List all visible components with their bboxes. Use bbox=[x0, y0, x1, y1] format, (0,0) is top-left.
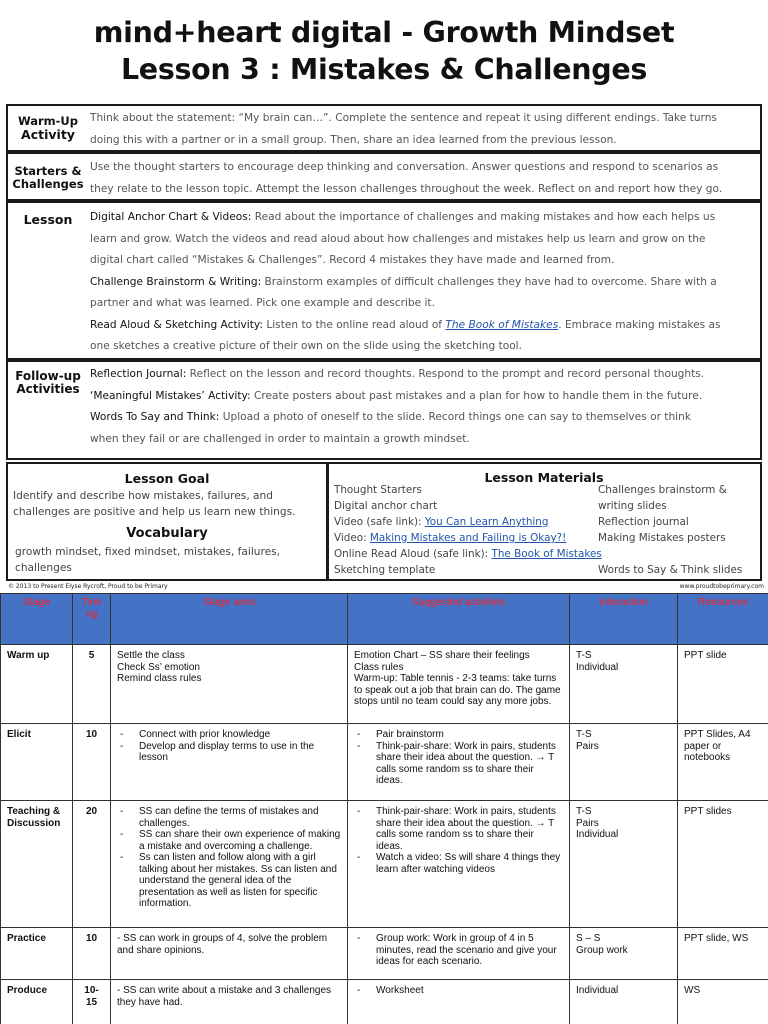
brainstorm-text-1: Brainstorm examples of difficult challenges they have had to overcome. Share with a bbox=[264, 275, 717, 288]
starters-section bbox=[6, 152, 762, 201]
page-title-line-1: mind+heart digital - Growth Mindset bbox=[93, 16, 675, 49]
warmup-line-2: doing this with a partner or in a small group. Then, share an idea learned from the previous lesson. bbox=[90, 133, 617, 146]
cell-line: Class rules bbox=[354, 661, 404, 673]
resources-cell: WS bbox=[678, 980, 768, 1024]
lesson-goal-text bbox=[13, 488, 323, 520]
material-item: Thought Starters bbox=[334, 484, 422, 496]
cell-line: Emotion Chart – SS share their feelings bbox=[354, 650, 530, 661]
cell-line: S – S bbox=[576, 933, 601, 944]
brainstorm-heading: Challenge Brainstorm & Writing: bbox=[90, 275, 262, 288]
cell-line: T-S bbox=[576, 729, 592, 740]
lesson-materials-heading: Lesson Materials bbox=[484, 470, 604, 485]
material-link[interactable]: Making Mistakes and Failing is Okay?! bbox=[369, 532, 567, 544]
timing-cell: 5 bbox=[73, 645, 111, 724]
cell-line: Individual bbox=[576, 661, 619, 673]
stage-cell: Practice bbox=[1, 928, 73, 980]
stage-cell: Elicit bbox=[1, 724, 73, 801]
stage-aims-cell bbox=[111, 980, 348, 1024]
header-interaction: Interaction bbox=[570, 594, 678, 645]
vocabulary-line-2: challenges bbox=[15, 562, 72, 574]
anchor-line-3: digital chart called “Mistakes & Challenges”. Record 4 mistakes they have made and learned from. bbox=[90, 254, 615, 266]
readaloud-line-2: one sketches a creative picture of their own on the slide using the sketching tool. bbox=[90, 340, 522, 352]
lesson-goal-line-2: challenges are positive and help us learn new things. bbox=[13, 506, 296, 518]
lesson-goal-line-1: Identify and describe how mistakes, failures, and bbox=[13, 490, 273, 502]
resources-cell: PPT slide bbox=[678, 645, 768, 724]
followup-label-line-2: Activities bbox=[16, 382, 80, 396]
cell-line: Warm-up: Table tennis - 2-3 teams: take turns to speak out a job that brain can do. The game stops until no team could say any more jobs. bbox=[354, 673, 561, 707]
anchor-heading: Digital Anchor Chart & Videos: bbox=[90, 211, 252, 223]
list-item: - SS can define the terms of mistakes and challenges. bbox=[117, 806, 341, 829]
warmup-label bbox=[12, 115, 84, 141]
table-row bbox=[1, 645, 768, 724]
suggested-activities-cell bbox=[348, 724, 570, 801]
header-timing bbox=[73, 594, 111, 645]
brainstorm-line-2: partner and what was learned. Pick one example and describe it. bbox=[90, 297, 435, 309]
posters-text-1: Create posters about past mistakes and a plan for how to handle them in the future. bbox=[253, 389, 703, 402]
activity-list bbox=[354, 933, 563, 968]
journal-line-1 bbox=[90, 364, 754, 386]
timing-cell: 10 bbox=[73, 724, 111, 801]
cell-line: Settle the class bbox=[117, 650, 185, 661]
resources-cell: PPT slide, WS bbox=[678, 928, 768, 980]
book-of-mistakes-link[interactable]: The Book of Mistakes bbox=[445, 318, 559, 331]
lesson-label: Lesson bbox=[23, 212, 73, 227]
lesson-section bbox=[6, 201, 762, 360]
journal-heading: Reflection Journal: bbox=[90, 368, 187, 380]
interaction-cell bbox=[570, 928, 678, 980]
starters-label bbox=[12, 165, 84, 191]
timing-cell: 10-15 bbox=[73, 980, 111, 1024]
readaloud-text-1b: . Embrace making mistakes as bbox=[558, 318, 721, 331]
starters-line-1: Use the thought starters to encourage deep thinking and conversation. Answer questions and respond to scenarios as bbox=[90, 161, 719, 173]
starters-label-line-2: Challenges bbox=[12, 177, 84, 191]
starters-line-2: they relate to the lesson topic. Attempt the lesson challenges throughout the week. Reflect on and report how they go. bbox=[90, 182, 723, 195]
followup-text bbox=[90, 364, 754, 450]
cell-line: T-S bbox=[576, 806, 592, 817]
stage-cell: Teaching & Discussion bbox=[1, 801, 73, 928]
lesson-goal-heading: Lesson Goal bbox=[124, 471, 210, 486]
cell-line: Individual bbox=[576, 985, 619, 996]
followup-section bbox=[6, 360, 762, 460]
interaction-cell bbox=[570, 645, 678, 724]
material-item[interactable] bbox=[334, 532, 566, 545]
brainstorm-line-1 bbox=[90, 272, 754, 294]
material-label: Video: bbox=[334, 532, 370, 544]
cell-line: - SS can work in groups of 4, solve the problem and share opinions. bbox=[117, 933, 328, 956]
list-item: - Ss can listen and follow along with a girl talking about her mistakes. Ss can listen and understand the general idea of the presentation as well as listen for specific information. bbox=[117, 852, 341, 910]
stage-cell: Produce bbox=[1, 980, 73, 1024]
words-heading: Words To Say and Think: bbox=[90, 411, 220, 423]
page-title bbox=[0, 14, 768, 88]
starters-text bbox=[90, 157, 754, 200]
goal-materials-divider bbox=[326, 464, 329, 580]
posters-heading: ‘Meaningful Mistakes’ Activity: bbox=[90, 389, 251, 402]
header-stage-aims: Stage aims bbox=[111, 594, 348, 645]
material-item: writing slides bbox=[598, 500, 667, 512]
readaloud-text-1a: Listen to the online read aloud of bbox=[266, 318, 443, 331]
lesson-plan-table bbox=[0, 593, 768, 1024]
list-item: - Think-pair-share: Work in pairs, students share their idea about the question. → T calls some random ss to share their ideas. bbox=[354, 741, 563, 787]
lesson-plan-table-container bbox=[0, 593, 768, 1024]
list-item: - Think-pair-share: Work in pairs, students share their idea about the question. → T calls some random ss to share their ideas. bbox=[354, 806, 563, 852]
material-item: Words to Say & Think slides bbox=[598, 564, 743, 576]
list-item: - Watch a video: Ss will share 4 things they learn after watching videos bbox=[354, 852, 563, 875]
suggested-activities-cell bbox=[348, 980, 570, 1024]
interaction-cell bbox=[570, 801, 678, 928]
material-link[interactable]: The Book of Mistakes bbox=[491, 548, 602, 560]
material-item: Reflection journal bbox=[598, 516, 689, 528]
words-text-1: Upload a photo of oneself to the slide. Record things one can say to themselves or think bbox=[222, 411, 691, 423]
interaction-cell bbox=[570, 980, 678, 1024]
header-resources: Resources bbox=[678, 594, 768, 645]
material-item[interactable] bbox=[334, 516, 548, 529]
list-item: - Worksheet bbox=[354, 985, 563, 997]
anchor-text-1: Read about the importance of challenges and making mistakes and how each helps us bbox=[254, 211, 716, 223]
activity-list bbox=[117, 729, 341, 764]
starters-label-line-1: Starters & bbox=[14, 164, 82, 178]
stage-aims-cell bbox=[111, 801, 348, 928]
table-header-row bbox=[1, 594, 768, 645]
suggested-activities-cell bbox=[348, 645, 570, 724]
resources-cell: PPT slides bbox=[678, 801, 768, 928]
list-item: - SS can share their own experience of making a mistake and overcoming a challenge. bbox=[117, 829, 341, 852]
table-row bbox=[1, 724, 768, 801]
list-item: - Connect with prior knowledge bbox=[117, 729, 341, 741]
readaloud-line-1 bbox=[90, 315, 754, 337]
warmup-section bbox=[6, 104, 762, 152]
posters-line-1 bbox=[90, 386, 754, 408]
vocabulary-line-1: growth mindset, fixed mindset, mistakes, failures, bbox=[15, 546, 281, 558]
timing-cell: 20 bbox=[73, 801, 111, 928]
lesson-text bbox=[90, 207, 754, 358]
suggested-activities-cell bbox=[348, 928, 570, 980]
lesson-plan-body bbox=[1, 645, 768, 1024]
readaloud-heading: Read Aloud & Sketching Activity: bbox=[90, 318, 263, 331]
followup-label-line-1: Follow-up bbox=[15, 369, 81, 383]
header-timing-line-2: ng bbox=[85, 608, 98, 620]
resources-cell: PPT Slides, A4 paper or notebooks bbox=[678, 724, 768, 801]
journal-text-1: Reflect on the lesson and record thoughts. Respond to the prompt and record personal thoughts. bbox=[189, 368, 705, 380]
list-item: - Pair brainstorm bbox=[354, 729, 563, 741]
footer-website[interactable]: www.proudtobeprimary.com bbox=[679, 583, 764, 590]
anchor-line-2: learn and grow. Watch the videos and read aloud about how challenges and mistakes help us learn and grow on the bbox=[90, 232, 706, 245]
cell-line: T-S bbox=[576, 650, 592, 661]
header-suggested-activities: Suggested activities bbox=[348, 594, 570, 645]
vocabulary-heading: Vocabulary bbox=[126, 526, 208, 541]
list-item: - Develop and display terms to use in the lesson bbox=[117, 741, 341, 764]
stage-aims-cell bbox=[111, 645, 348, 724]
activity-list bbox=[117, 806, 341, 910]
cell-line: Pairs bbox=[576, 740, 599, 752]
warmup-label-line-2: Activity bbox=[21, 127, 75, 142]
words-line-2: when they fail or are challenged in order to maintain a growth mindset. bbox=[90, 432, 470, 445]
header-timing-line-1: Timi bbox=[81, 596, 102, 608]
header-stage: Stage bbox=[1, 594, 73, 645]
activity-list bbox=[354, 985, 563, 997]
material-item: Making Mistakes posters bbox=[598, 532, 726, 544]
material-item[interactable] bbox=[334, 548, 602, 561]
page-title-line-2: Lesson 3 : Mistakes & Challenges bbox=[120, 53, 648, 86]
cell-line: Group work bbox=[576, 944, 628, 956]
material-item: Digital anchor chart bbox=[334, 500, 438, 512]
warmup-label-line-1: Warm-Up bbox=[17, 114, 79, 128]
table-row bbox=[1, 801, 768, 928]
footer-copyright: © 2013 to Present Elyse Rycroft, Proud to be Primary bbox=[8, 583, 168, 590]
activity-list bbox=[354, 806, 563, 875]
interaction-cell bbox=[570, 724, 678, 801]
cell-line: Individual bbox=[576, 829, 619, 840]
cell-line: Pairs bbox=[576, 817, 599, 829]
timing-cell: 10 bbox=[73, 928, 111, 980]
warmup-line-1: Think about the statement: “My brain can…”. Complete the sentence and repeat it using different endings. Take turns bbox=[90, 112, 717, 124]
list-item: - Group work: Work in group of 4 in 5 minutes, read the scenario and give your ideas for each scenario. bbox=[354, 933, 563, 968]
material-label: Online Read Aloud (safe link): bbox=[334, 548, 492, 560]
stage-aims-cell bbox=[111, 928, 348, 980]
table-row bbox=[1, 928, 768, 980]
material-item: Challenges brainstorm & bbox=[598, 484, 727, 496]
stage-aims-cell bbox=[111, 724, 348, 801]
activity-list bbox=[354, 729, 563, 787]
warmup-text bbox=[90, 108, 754, 151]
vocabulary-text bbox=[15, 544, 320, 576]
stage-cell: Warm up bbox=[1, 645, 73, 724]
words-line-1 bbox=[90, 407, 754, 429]
anchor-line-1 bbox=[90, 207, 754, 229]
followup-label bbox=[12, 370, 84, 396]
material-label: Video (safe link): bbox=[334, 516, 425, 528]
cell-line: Remind class rules bbox=[117, 673, 202, 684]
material-item: Sketching template bbox=[334, 564, 436, 576]
suggested-activities-cell bbox=[348, 801, 570, 928]
cell-line: - SS can write about a mistake and 3 challenges they have had. bbox=[117, 985, 332, 1008]
cell-line: Check Ss’ emotion bbox=[117, 661, 200, 673]
material-link[interactable]: You Can Learn Anything bbox=[424, 516, 549, 528]
table-row bbox=[1, 980, 768, 1024]
